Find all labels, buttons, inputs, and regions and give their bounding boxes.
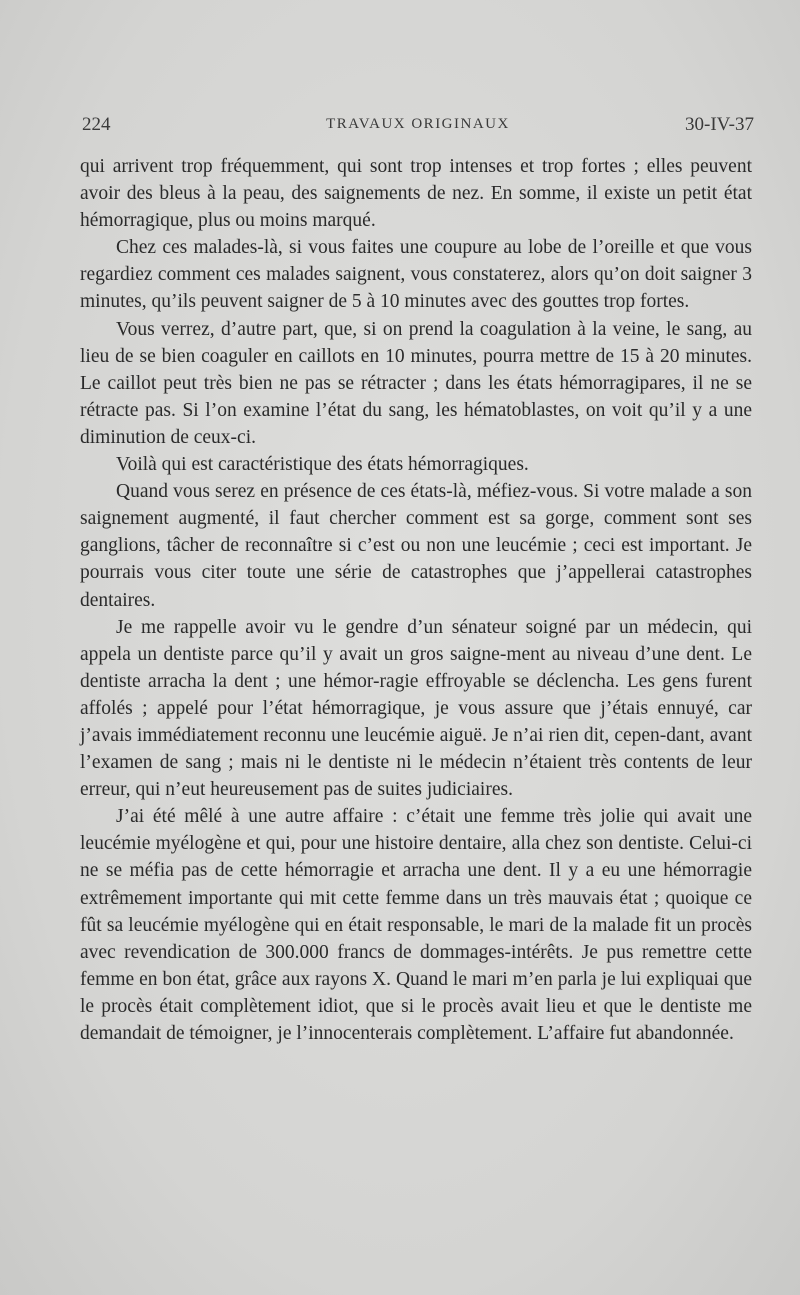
paragraph-continuation: qui arrivent trop fréquemment, qui sont trop intenses et trop fortes ; elles peuvent avoir des bleus à la peau, des saignements de nez. En somme, il existe un petit état hémorragique, plus ou moins marqué.	[80, 156, 752, 232]
paragraph: Voilà qui est caractéristique des états hémorragiques.	[116, 454, 529, 476]
page-number: 224	[82, 114, 111, 135]
issue-date: 30-IV-37	[685, 114, 754, 135]
paragraph: Vous verrez, d’autre part, que, si on prend la coagulation à la veine, le sang, au lieu de se bien coaguler en caillots en 10 minutes, pourra mettre de 15 à 20 minutes. Le caillot peut très bien ne pas se rétracter ; dans les états hémorragipares, il ne se rétracte pas. Si l’on examine l’état du sang, les hématoblastes, on voit qu’il y a une diminution de ceux-ci.	[80, 318, 752, 448]
page-header	[82, 114, 754, 140]
paragraph: Chez ces malades-là, si vous faites une coupure au lobe de l’oreille et que vous regardiez comment ces malades saignent, vous constaterez, alors qu’on doit saigner 3 minutes, qu’ils peuvent saigner de 5 à 10 minutes avec des gouttes trop fortes.	[80, 237, 752, 313]
paragraph: J’ai été mêlé à une autre affaire : c’était une femme très jolie qui avait une leucémie myélogène et qui, pour une histoire dentaire, alla chez son dentiste. Celui-ci ne se méfia pas de cette hémorragie et arracha une dent. Il y a eu une hémorragie extrêmement importante qui mit cette femme dans un très mauvais état ; quoique ce fût sa leucémie myélogène qui en était responsable, le mari de la malade fit un procès avec revendication de 300.000 francs de dommages-intérêts. Je pus remettre cette femme en bon état, grâce aux rayons X. Quand le mari m’en parla je lui expliquai que le procès était complètement idiot, que si le procès avait lieu et que le dentiste me demandait de témoigner, je l’innocenterais complètement. L’affaire fut abandonnée.	[80, 806, 752, 1044]
running-title: TRAVAUX ORIGINAUX	[326, 116, 510, 132]
body-text	[80, 153, 752, 1047]
paragraph: Quand vous serez en présence de ces états-là, méfiez-vous. Si votre malade a son saignement augmenté, il faut chercher comment est sa gorge, comment sont ses ganglions, tâcher de reconnaître si c’est ou non une leucémie ; ceci est important. Je pourrais vous citer toute une série de catastrophes que j’appellerai catastrophes dentaires.	[80, 481, 752, 611]
paragraph: Je me rappelle avoir vu le gendre d’un sénateur soigné par un médecin, qui appela un dentiste parce qu’il y avait un gros saigne-ment au niveau d’une dent. Le dentiste arracha la dent ; une hémor-ragie effroyable se déclencha. Les gens furent affolés ; appelé pour l’état hémorragique, je vous assure que j’étais ennuyé, car j’avais immédiatement reconnu une leucémie aiguë. Je n’ai rien dit, cepen-dant, avant l’examen de sang ; mais ni le dentiste ni le médecin n’étaient très contents de leur erreur, qui n’eut heureusement pas de suites judiciaires.	[80, 616, 752, 801]
